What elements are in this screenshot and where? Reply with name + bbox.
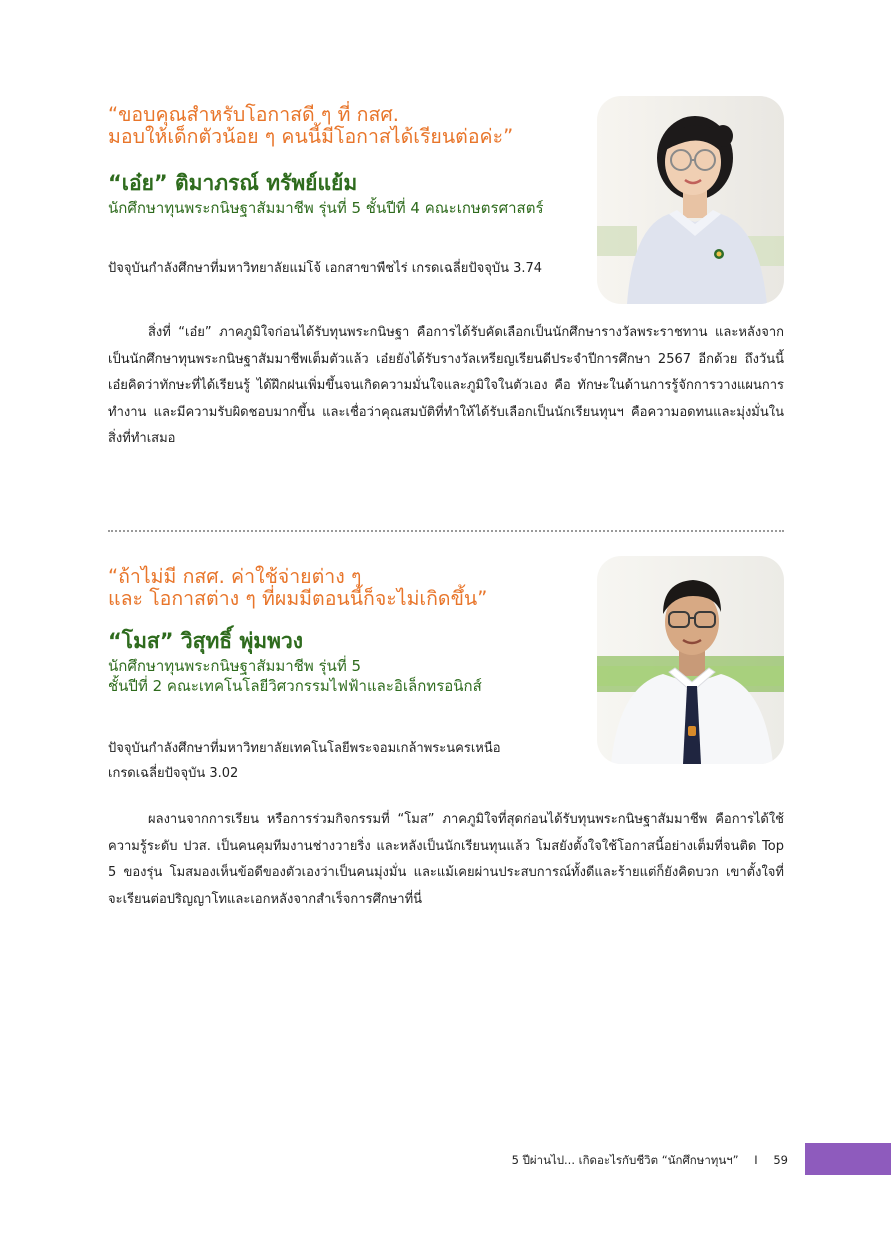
profile-2-current-line1: ปัจจุบันกำลังศึกษาที่มหาวิทยาลัยเทคโนโลยีพระจอมเกล้าพระนครเหนือ [108,741,501,756]
profile-2-quote [108,566,578,610]
profile-2 [108,560,784,790]
footer-accent-bar [805,1143,891,1175]
profile-2-program-line1: นักศึกษาทุนพระกนิษฐาสัมมาชีพ รุ่นที่ 5 [108,657,362,675]
profile-2-name [108,628,303,654]
profile-1-quote-line1: “ขอบคุณสำหรับโอกาสดี ๆ ที่ กสศ. [108,103,399,126]
profile-2-current-line2: เกรดเฉลี่ยปัจจุบัน 3.02 [108,766,239,781]
profile-1-current-study [108,256,578,281]
profile-1-photo [597,96,784,304]
portrait-photo-male [597,556,784,764]
profile-2-photo [597,556,784,764]
profile-2-nickname: “โมส” [108,629,174,653]
section-divider [108,530,784,532]
profile-1-program [108,198,578,218]
profile-1-nickname: “เอ๋ย” [108,171,168,195]
profile-2-fullname: วิสุทธิ์ พุ่มพวง [180,629,304,653]
profile-1-quote [108,104,578,148]
profile-2-program [108,656,578,696]
profile-2-body: ผลงานจากการเรียน หรือการร่วมกิจกรรมที่ “โมส” ภาคภูมิใจที่สุดก่อนได้รับทุนพระกนิษฐาสัมมาชีพ คือการได้ใช้ความรู้ระดับ ปวส. เป็นคนคุมทีมงานช่างวายริ่ง และหลังเป็นนักเรียนทุนแล้ว โมสยังตั้งใจใช้โอกาสนี้อย่างเต็มที่จนติด Top 5 ของรุ่น โมสมองเห็นข้อดีของตัวเองว่าเป็นคนมุ่งมั่น และแม้เคยผ่านประสบการณ์ทั้งดีและร้ายแต่ก็ยังคิดบวก เขาตั้งใจที่จะเรียนต่อปริญญาโทและเอกหลังจากสำเร็จการศึกษาที่นี่ [108,812,784,907]
footer [512,1152,788,1170]
profile-1 [108,100,784,310]
profile-2-quote-line1: “ถ้าไม่มี กสศ. ค่าใช้จ่ายต่าง ๆ [108,565,362,588]
page-number: 59 [773,1153,788,1167]
footer-separator: I [754,1153,758,1167]
profile-1-fullname: ติมาภรณ์ ทรัพย์แย้ม [175,171,358,195]
profile-1-body: สิ่งที่ “เอ๋ย” ภาคภูมิใจก่อนได้รับทุนพระกนิษฐา คือการได้รับคัดเลือกเป็นนักศึกษารางวัลพระราชทาน และหลังจากเป็นนักศึกษาทุนพระกนิษฐาสัมมาชีพเต็มตัวแล้ว เอ๋ยยังได้รับรางวัลเหรียญเรียนดีประจำปีการศึกษา 2567 อีกด้วย ถึงวันนี้เอ๋ยคิดว่าทักษะที่ได้เรียนรู้ ได้ฝึกฝนเพิ่มขึ้นจนเกิดความมั่นใจและภูมิใจในตัวเอง คือ ทักษะในด้านการรู้จักการวางแผนการทำงาน และมีความรับผิดชอบมากขึ้น และเชื่อว่าคุณสมบัติที่ทำให้ได้รับเลือกเป็นนักเรียนทุนฯ คือความอดทนและมุ่งมั่นในสิ่งที่ทำเสมอ [108,325,784,446]
profile-1-current-line1: ปัจจุบันกำลังศึกษาที่มหาวิทยาลัยแม่โจ้ เอกสาขาพืชไร่ เกรดเฉลี่ยปัจจุบัน 3.74 [108,261,543,276]
portrait-photo-female [597,96,784,304]
profile-2-program-line2: ชั้นปีที่ 2 คณะเทคโนโลยีวิศวกรรมไฟฟ้าและอิเล็กทรอนิกส์ [108,677,482,695]
profile-1-name [108,170,357,196]
footer-title: 5 ปีผ่านไป... เกิดอะไรกับชีวิต “นักศึกษาทุนฯ” [511,1153,739,1167]
profile-2-quote-line2: และ โอกาสต่าง ๆ ที่ผมมีตอนนี้ก็จะไม่เกิดขึ้น” [108,587,488,610]
profile-2-current-study [108,736,578,786]
profile-1-quote-line2: มอบให้เด็กตัวน้อย ๆ คนนี้มีโอกาสได้เรียนต่อค่ะ” [108,125,514,148]
profile-1-program-line1: นักศึกษาทุนพระกนิษฐาสัมมาชีพ รุ่นที่ 5 ชั้นปีที่ 4 คณะเกษตรศาสตร์ [108,199,544,217]
